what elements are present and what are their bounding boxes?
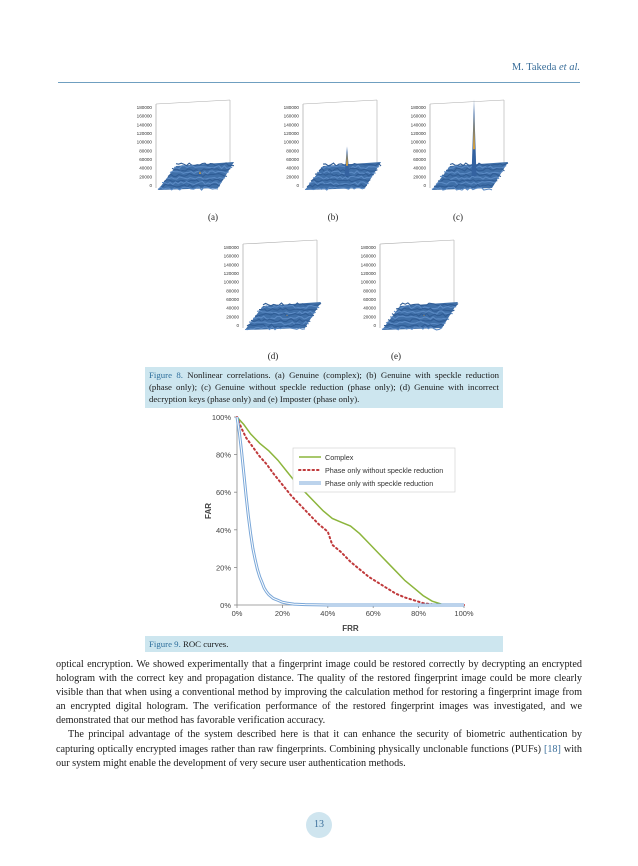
correlation-panel-d bbox=[205, 236, 333, 349]
legend-label: Complex bbox=[325, 452, 354, 462]
series-line-complex bbox=[237, 417, 464, 605]
z-tick-label: 120000 bbox=[360, 271, 376, 276]
legend-label: Phase only without speckle reduction bbox=[325, 465, 444, 475]
z-tick-label: 0 bbox=[236, 323, 239, 328]
z-tick-label: 20000 bbox=[226, 314, 239, 320]
x-tick-label: 80% bbox=[411, 609, 427, 618]
z-tick-label: 60000 bbox=[226, 297, 239, 302]
z-tick-label: 60000 bbox=[413, 157, 426, 162]
running-header-etal: et al. bbox=[559, 62, 580, 73]
y-tick-label: 0% bbox=[220, 601, 231, 610]
z-tick-label: 20000 bbox=[139, 174, 152, 180]
z-tick-label: 100000 bbox=[360, 279, 376, 285]
z-tick-label: 0 bbox=[423, 183, 426, 188]
z-tick-label: 120000 bbox=[283, 131, 299, 136]
z-tick-label: 180000 bbox=[283, 105, 299, 110]
roc-chart bbox=[190, 410, 490, 638]
correlation-surface bbox=[205, 236, 333, 344]
z-tick-label: 180000 bbox=[136, 105, 152, 110]
z-tick-label: 180000 bbox=[223, 245, 239, 250]
figure-8-label: Figure 8. bbox=[149, 370, 183, 380]
box-top-edge bbox=[303, 100, 377, 104]
correlation-panel-a bbox=[118, 96, 246, 209]
panel-label-e: (e) bbox=[391, 351, 401, 361]
correlation-surface bbox=[342, 236, 470, 344]
z-tick-label: 0 bbox=[296, 183, 299, 188]
z-tick-label: 100000 bbox=[283, 139, 299, 145]
series-line-no-speckle-reduction bbox=[237, 417, 464, 605]
z-tick-label: 80000 bbox=[363, 288, 376, 294]
y-tick-label: 40% bbox=[215, 525, 231, 535]
z-tick-label: 40000 bbox=[139, 165, 152, 171]
box-top-edge bbox=[430, 100, 504, 104]
correlation-surface bbox=[265, 96, 393, 204]
x-tick-label: 40% bbox=[320, 609, 336, 618]
paragraph-1: optical encryption. We showed experimentally that a fingerprint image could be restored correctly by decrypting an encrypted hologram with the correct key and propagation distance. The quality of the restored fingerprint image could be more clearly visible than that when using a conventional method by improving the calculation method for restoring a fingerprint image from an encrypted digital hologram. The verification performance of the restored fingerprint images was investigated, and we demonstrated that our method has favorable verification accuracy. bbox=[56, 659, 582, 727]
y-tick-label: 20% bbox=[215, 563, 231, 573]
paragraph-2 bbox=[56, 728, 582, 770]
z-tick-label: 120000 bbox=[223, 271, 239, 276]
z-tick-label: 80000 bbox=[413, 148, 426, 154]
panel-label-b: (b) bbox=[327, 212, 339, 222]
panel-label-a: (a) bbox=[208, 212, 218, 222]
z-tick-label: 140000 bbox=[360, 262, 376, 268]
figure-9-label: Figure 9. bbox=[149, 639, 181, 649]
legend-label: Phase only with speckle reduction bbox=[325, 478, 434, 488]
z-tick-label: 180000 bbox=[360, 245, 376, 250]
box-top-edge bbox=[243, 240, 317, 244]
z-tick-label: 120000 bbox=[136, 131, 152, 136]
z-tick-label: 60000 bbox=[363, 297, 376, 302]
correlation-panel-e bbox=[342, 236, 470, 349]
z-tick-label: 20000 bbox=[413, 174, 426, 180]
series-line-speckle-reduction-outer bbox=[237, 417, 464, 605]
z-tick-label: 100000 bbox=[410, 139, 426, 145]
z-tick-label: 120000 bbox=[410, 131, 426, 136]
z-tick-label: 80000 bbox=[286, 148, 299, 154]
x-tick-label: 100% bbox=[454, 609, 474, 618]
x-axis-label: FRR bbox=[342, 624, 359, 633]
z-tick-label: 40000 bbox=[286, 165, 299, 171]
z-tick-label: 160000 bbox=[223, 253, 239, 259]
z-tick-label: 80000 bbox=[226, 288, 239, 294]
z-tick-label: 160000 bbox=[410, 113, 426, 119]
figure-9-caption-text: ROC curves. bbox=[180, 639, 229, 649]
y-axis-label: FAR bbox=[204, 503, 213, 519]
z-tick-label: 40000 bbox=[226, 305, 239, 311]
series-line-speckle-reduction-inner bbox=[237, 417, 464, 605]
z-tick-label: 160000 bbox=[360, 253, 376, 259]
z-tick-label: 140000 bbox=[223, 262, 239, 268]
z-tick-label: 0 bbox=[149, 183, 152, 188]
correlation-panel-b bbox=[265, 96, 393, 209]
paragraph-2-part-2: with our system might enable the development of very secure user authentication methods. bbox=[56, 743, 582, 769]
z-tick-label: 20000 bbox=[363, 314, 376, 320]
page-number: 13 bbox=[306, 812, 332, 838]
z-tick-label: 100000 bbox=[136, 139, 152, 145]
box-top-edge bbox=[380, 240, 454, 244]
y-tick-label: 80% bbox=[215, 450, 231, 460]
panel-label-c: (c) bbox=[453, 212, 463, 222]
panel-label-d: (d) bbox=[267, 351, 279, 361]
x-tick-label: 0% bbox=[231, 609, 243, 618]
correlation-surface bbox=[392, 96, 520, 204]
figure-9-caption bbox=[145, 636, 503, 652]
figure-8-caption-text: Nonlinear correlations. (a) Genuine (complex); (b) Genuine with speckle reduction (phase only); (c) Genuine without speckle reduction (phase only); (d) Genuine with incorrect decryption keys (phase only) and (e) Imposter (phase only). bbox=[149, 370, 499, 405]
header-rule bbox=[58, 82, 580, 83]
x-tick-label: 20% bbox=[274, 609, 290, 618]
y-tick-label: 100% bbox=[211, 413, 231, 422]
z-tick-label: 160000 bbox=[136, 113, 152, 119]
z-tick-label: 100000 bbox=[223, 279, 239, 285]
z-tick-label: 140000 bbox=[283, 122, 299, 128]
z-tick-label: 0 bbox=[373, 323, 376, 328]
z-tick-label: 40000 bbox=[363, 305, 376, 311]
z-tick-label: 40000 bbox=[413, 165, 426, 171]
running-header-authors: M. Takeda bbox=[511, 62, 557, 73]
z-tick-label: 20000 bbox=[286, 174, 299, 180]
correlation-panel-c bbox=[392, 96, 520, 209]
z-tick-label: 140000 bbox=[136, 122, 152, 128]
x-tick-label: 60% bbox=[365, 609, 381, 618]
z-tick-label: 180000 bbox=[410, 105, 426, 110]
citation-link[interactable]: [18] bbox=[543, 743, 561, 755]
running-header bbox=[512, 62, 580, 73]
z-tick-label: 160000 bbox=[283, 113, 299, 119]
correlation-surface bbox=[118, 96, 246, 204]
z-tick-label: 60000 bbox=[139, 157, 152, 162]
z-tick-label: 80000 bbox=[139, 148, 152, 154]
paragraph-2-part-1: The principal advantage of the system described here is that it can enhance the security of biometric authentication by capturing optically encrypted images rather than raw fingerprints. Combining physically unclonable functions (PUFs) bbox=[56, 729, 582, 755]
body-text bbox=[56, 658, 582, 771]
z-tick-label: 60000 bbox=[286, 157, 299, 162]
y-tick-label: 60% bbox=[215, 488, 231, 498]
figure-8-caption bbox=[145, 367, 503, 408]
box-top-edge bbox=[156, 100, 230, 104]
z-tick-label: 140000 bbox=[410, 122, 426, 128]
